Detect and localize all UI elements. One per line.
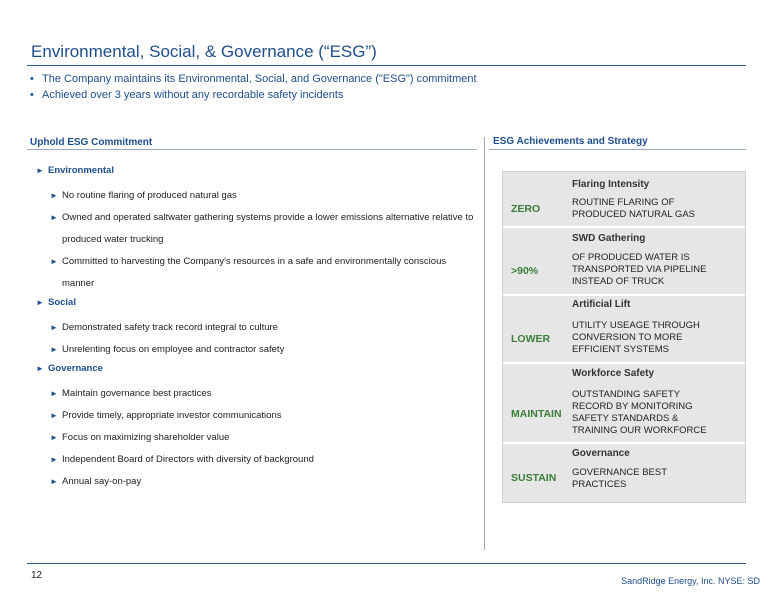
achievement-desc: ROUTINE FLARING OF PRODUCED NATURAL GAS — [572, 197, 695, 220]
list-item — [50, 185, 476, 207]
intro-bullets — [30, 71, 477, 103]
achievement-metric: >90% — [511, 265, 539, 277]
achievement-label: Artificial Lift — [572, 299, 631, 310]
list-item-text: Focus on maximizing shareholder value — [62, 432, 230, 443]
achievement-metric: SUSTAIN — [511, 472, 557, 484]
list-item — [50, 471, 476, 493]
right-section-divider — [489, 149, 746, 150]
list-item-text: Annual say-on-pay — [62, 476, 142, 487]
achievement-row — [503, 172, 745, 228]
left-section-divider — [27, 149, 477, 150]
right-section-heading: ESG Achievements and Strategy — [493, 136, 648, 147]
list-item-text: Committed to harvesting the Company's resources in a safe and environmentally conscious manner — [62, 256, 447, 289]
achievement-desc: OUTSTANDING SAFETY RECORD BY MONITORING SAFETY STANDARDS & TRAINING OUR WORKFORCE — [572, 389, 707, 436]
list-item — [50, 339, 476, 361]
list-item-text: Demonstrated safety track record integral to culture — [62, 322, 278, 333]
list-item — [50, 251, 476, 295]
title-divider — [27, 65, 746, 66]
achievement-metric: MAINTAIN — [511, 408, 562, 420]
footer-company: SandRidge Energy, Inc. NYSE: SD — [621, 576, 760, 586]
triangle-right-icon: ► — [36, 166, 44, 175]
list-item-text: Unrelenting focus on employee and contractor safety — [62, 344, 285, 355]
list-item — [50, 207, 476, 251]
achievement-metric: LOWER — [511, 333, 551, 345]
triangle-right-icon: ► — [50, 345, 58, 354]
achievement-row — [503, 444, 745, 504]
achievement-row — [503, 228, 745, 296]
triangle-right-icon: ► — [50, 455, 58, 464]
category-governance — [36, 361, 476, 383]
triangle-right-icon: ► — [50, 389, 58, 398]
list-item-text: Independent Board of Directors with diversity of background — [62, 454, 314, 465]
column-divider — [484, 137, 485, 550]
achievement-metric: ZERO — [511, 203, 541, 215]
list-item — [50, 383, 476, 405]
category-social — [36, 295, 476, 317]
category-label: Social — [48, 297, 76, 308]
list-item-text: No routine flaring of produced natural gas — [62, 190, 237, 201]
category-environmental — [36, 163, 476, 185]
intro-bullet: • Achieved over 3 years without any recordable safety incidents — [30, 87, 477, 103]
list-item-text: Owned and operated saltwater gathering systems provide a lower emissions alternative relative to produced water trucking — [62, 212, 474, 245]
left-section-heading: Uphold ESG Commitment — [30, 137, 153, 148]
achievement-desc: OF PRODUCED WATER IS TRANSPORTED VIA PIPELINE INSTEAD OF TRUCK — [572, 252, 707, 287]
list-item — [50, 449, 476, 471]
page-title: Environmental, Social, & Governance (“ESG”) — [31, 42, 377, 61]
triangle-right-icon: ► — [50, 191, 58, 200]
page-number: 12 — [31, 570, 43, 581]
list-item-text: Maintain governance best practices — [62, 388, 212, 399]
triangle-right-icon: ► — [50, 323, 58, 332]
footer-divider — [27, 563, 746, 564]
list-item — [50, 405, 476, 427]
intro-bullet: • The Company maintains its Environmental, Social, and Governance ("ESG") commitment — [30, 71, 477, 87]
achievement-label: Governance — [572, 448, 630, 459]
achievement-row — [503, 364, 745, 444]
achievement-desc: GOVERNANCE BEST PRACTICES — [572, 467, 667, 490]
list-item — [50, 317, 476, 339]
achievement-label: Flaring Intensity — [572, 179, 650, 190]
triangle-right-icon: ► — [36, 364, 44, 373]
achievement-label: SWD Gathering — [572, 233, 646, 244]
list-item — [50, 427, 476, 449]
esg-commitment-list — [36, 163, 476, 493]
list-item-text: Provide timely, appropriate investor communications — [62, 410, 282, 421]
achievement-desc: UTILITY USEAGE THROUGH CONVERSION TO MORE EFFICIENT SYSTEMS — [572, 320, 700, 355]
category-label: Governance — [48, 363, 103, 374]
triangle-right-icon: ► — [50, 257, 58, 266]
triangle-right-icon: ► — [50, 477, 58, 486]
triangle-right-icon: ► — [50, 411, 58, 420]
triangle-right-icon: ► — [50, 433, 58, 442]
achievements-panel — [502, 171, 746, 503]
category-label: Environmental — [48, 165, 114, 176]
triangle-right-icon: ► — [50, 213, 58, 222]
achievement-row — [503, 296, 745, 364]
triangle-right-icon: ► — [36, 298, 44, 307]
achievement-label: Workforce Safety — [572, 368, 655, 379]
